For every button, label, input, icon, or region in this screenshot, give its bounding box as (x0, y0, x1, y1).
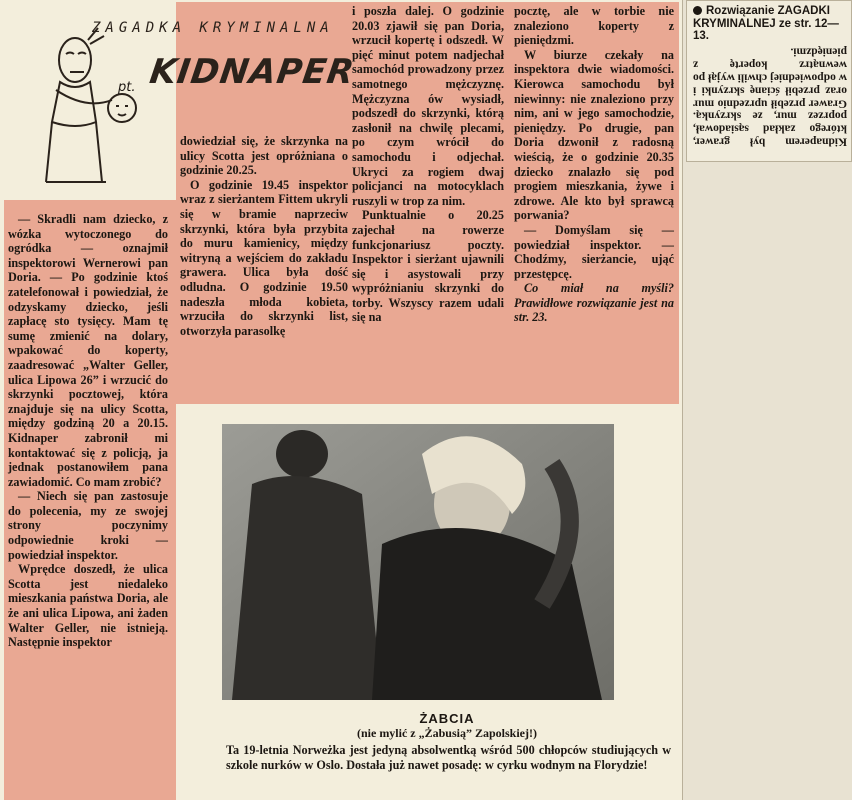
bullet-icon (693, 6, 702, 15)
kidnaper-cartoon-icon (30, 20, 180, 205)
solution-clipping (686, 0, 852, 162)
article-title: KIDNAPER (147, 52, 358, 92)
column-4 (514, 4, 674, 325)
paragraph: Punktualnie o 20.25 zajechał na rowerze funkcjonariusz poczty. Inspektor i sierżant ujawnili się i asystowali przy wypróżnianiu skrzynki do torby. Wszyscy razem udali się na (352, 208, 504, 325)
photo-caption-subtitle: (nie mylić z „Żabusią” Zapolskiej!) (356, 726, 537, 740)
photo-caption-title: ŻABCIA (419, 711, 475, 726)
column-2 (180, 134, 348, 338)
paragraph: — Domyślam się — powiedział inspektor. — Chodźmy, sierżancie, ująć przestępcę. (514, 222, 674, 281)
paragraph: — Niech się pan zastosuje do polecenia, my ze swojej strony poczynimy odpowiednie kroki — powiedział inspektor. (8, 489, 168, 562)
paragraph: Co miał na myśli? Prawidłowe rozwiązanie jest na str. 23. (514, 281, 674, 325)
solution-inverted-text: Kidnaperem był grawer, którego zakład sąsiadował, poprzez mur, ze skrzynką. Grawer przebił uprzednio mur oraz przebił ścianę skrzynki i w odpowiedniej chwili wyjął po wewnątrz kopertę z pieniędzmi. (693, 45, 847, 148)
column-1 (8, 212, 168, 650)
solution-heading: Rozwiązanie ZAGADKI KRYMINALNEJ ze str. 12—13. (693, 5, 839, 43)
paragraph: i poszła dalej. O godzinie 20.03 zjawił się pan Doria, wrzucił kopertę i odszedł. W pięć minut potem nadjechał samochód prowadzony przez samotnego mężczyznę. Mężczyzna ów wysiadł, podszedł do skrzynki, którą zasłonił na chwilę plecami, po czym wrócił do samochodu i odjechał. Ukryci za rogiem dwaj policjanci na motocyklach ruszyli w trop za nim. (352, 4, 504, 208)
photo-caption-body: Ta 19-letnia Norweżka jest jedyną absolwentką wśród 500 chłopców studiujących w szkole nurków w Oslo. Dostała już nawet posadę: w cyrku wodnym na Florydzie! (226, 743, 671, 772)
series-title: ZAGADKA KRYMINALNA (92, 20, 334, 36)
diver-photo (222, 424, 614, 700)
paragraph: dowiedział się, że skrzynka na ulicy Scotta jest opróżniana o godzinie 20.25. (180, 134, 348, 178)
column-3 (352, 4, 504, 325)
title-prefix: pt. (118, 80, 136, 95)
photo-image-icon (222, 424, 614, 700)
paragraph: — Skradli nam dziecko, z wózka wytoczonego do ogródka — oznajmił inspektorowi Wernerowi pan Doria. — Po godzinie ktoś zatelefonował i powiedział, że odzyskamy dziecko, jeśli zapłacę sto tysięcy. Mam tę sumę zmienić na dolary, wpakować do koperty, zaadresować „Walter Geller, ulica Lipowa 26” i wrzucić do skrzynki pocztowej, która znajduje się na ulicy Scotta, między godziną 20 a 20.15. Kidnaper zabronił mi kontaktować się z policją, ja jednak postanowiłem pana zawiadomić. Co mam zrobić? (8, 212, 168, 489)
paragraph: Wprędce doszedł, że ulica Scotta jest niedaleko mieszkania państwa Doria, ale że ani ulica Lipowa, ani żaden Walter Geller, nie istnieją. Następnie inspektor (8, 562, 168, 650)
paragraph: W biurze czekały na inspektora dwie wiadomości. Kierowca samochodu był niewinny: nie znaleziono przy nim, ani w jego samochodzie, pieniędzy. Po drugie, pan Doria dzwonił z radosną wieścią, że o godzinie 20.35 dziecko znalazło się pod progiem mieszkania, żywe i zdrowe. Ale kto był sprawcą porwania? (514, 47, 674, 223)
paragraph: pocztę, ale w torbie nie znaleziono koperty z pieniędzmi. (514, 4, 674, 48)
paragraph: O godzinie 19.45 inspektor wraz z sierżantem Fittem ukryli się w bramie naprzeciw skrzynki, która była przybita do muru kamienicy, między witryną a wejściem do zakładu grawera. Ulica była dość odludna. O godzinie 19.50 nadeszła młoda kobieta, wrzuciła do skrzynki list, otworzyła parasolkę (180, 177, 348, 338)
